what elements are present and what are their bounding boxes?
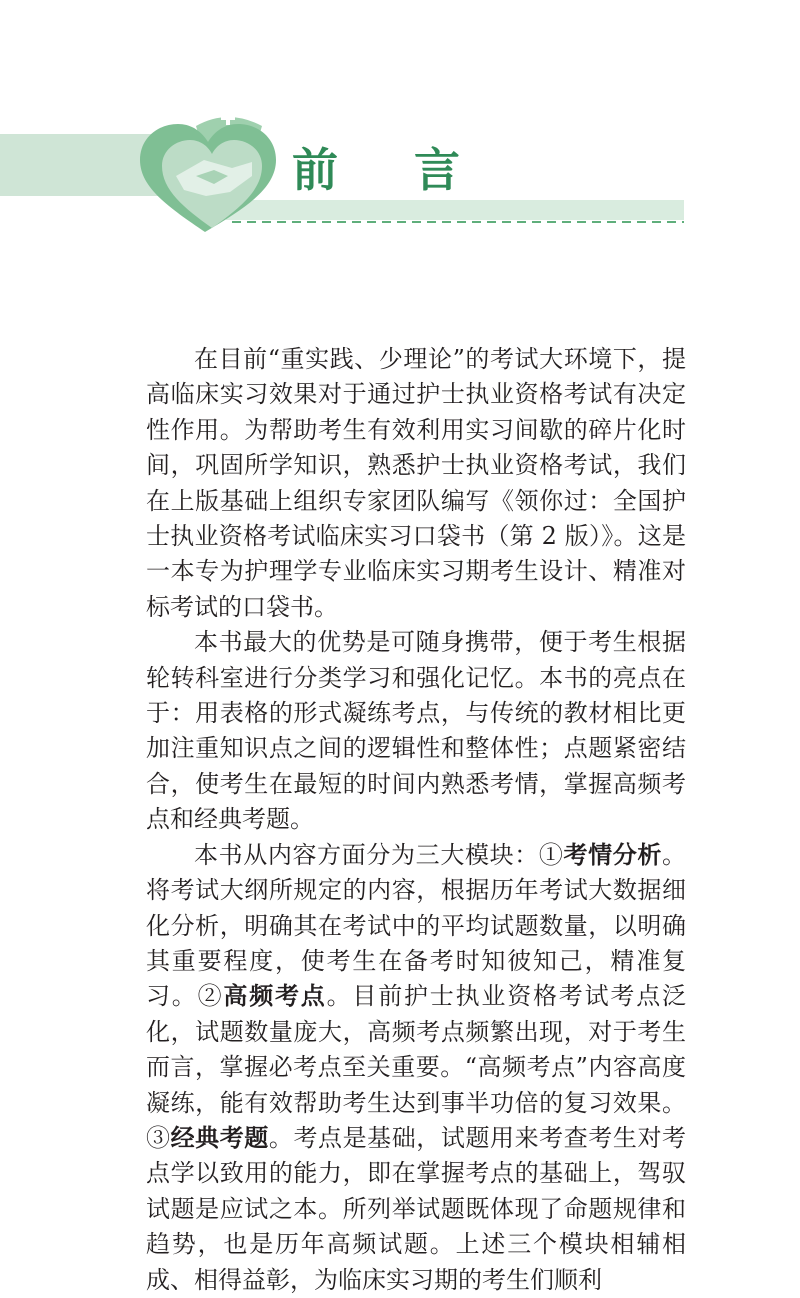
paragraph [146,342,686,625]
title-char-1: 前 [292,143,338,197]
paragraph [146,838,686,1298]
header-band-right [226,200,684,220]
page-title [292,140,460,200]
paragraph-text: 本书从内容方面分为三大模块：① [194,840,564,869]
bold-module-title: 经典考题 [170,1123,269,1152]
chapter-header [0,0,800,260]
preface-body [146,342,686,1298]
title-char-2: 言 [414,143,460,197]
paragraph-text: 。将考试大纲所规定的内容，根据历年考试大数据细化分析，明确其在考试中的平均试题数量，以明确其重要程度，使考生在备考时知彼知己，精准复习。② [146,840,687,1011]
paragraph-text: 。考点是基础，试题用来考查考生对考点学以致用的能力，即在掌握考点的基础上，驾驭试题是应试之本。所列举试题既体现了命题规律和趋势，也是历年高频试题。上述三个模块相辅相成、相得益彰，为临床实习期的考生们顺利 [146,1123,687,1294]
bold-module-title: 考情分析 [563,840,663,869]
paragraph-text: 在目前“重实践、少理论”的考试大环境下，提高临床实习效果对于通过护士执业资格考试有决定性作用。为帮助考生有效利用实习间歇的碎片化时间，巩固所学知识，熟悉护士执业资格考试，我们在上版基础上组织专家团队编写《领你过：全国护士执业资格考试临床实习口袋书（第 2 版）》。这是一本专为护理学专业临床实习期考生设计、精准对标考试的口袋书。 [146,345,686,621]
paragraph [146,625,686,837]
header-graphic [0,0,800,260]
paragraph-text: 本书最大的优势是可随身携带，便于考生根据轮转科室进行分类学习和强化记忆。本书的亮点在于：用表格的形式凝练考点，与传统的教材相比更加注重知识点之间的逻辑性和整体性；点题紧密结合，使考生在最短的时间内熟悉考情，掌握高频考点和经典考题。 [146,628,686,834]
paragraph-text: 。目前护士执业资格考试考点泛化，试题数量庞大，高频考点频繁出现，对于考生而言，掌握必考点至关重要。“高频考点”内容高度凝练，能有效帮助考生达到事半功倍的复习效果。③ [146,982,687,1152]
bold-module-title: 高频考点 [223,982,327,1011]
